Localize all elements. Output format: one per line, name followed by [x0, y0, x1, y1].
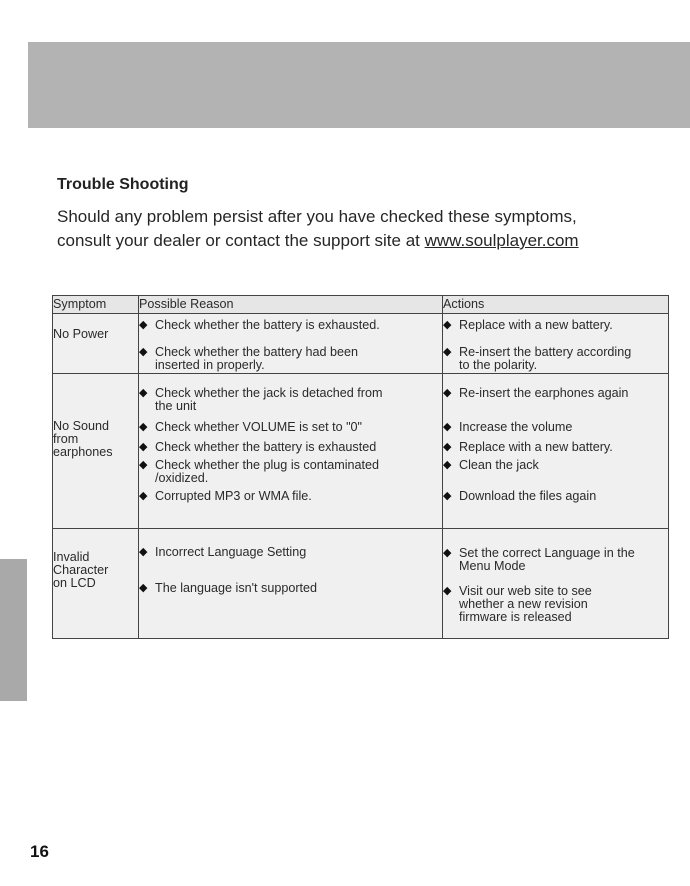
reason-item: ◆ Incorrect Language Setting	[139, 546, 442, 559]
header-possible-reason: Possible Reason	[139, 296, 443, 314]
action-item: ◆ Set the correct Language in the Menu Mode	[443, 547, 668, 573]
header-symptom: Symptom	[53, 296, 139, 314]
action-cell	[443, 374, 669, 529]
reason-cell	[139, 374, 443, 529]
action-item: ◆ Visit our web site to see whether a new revision firmware is released	[443, 585, 668, 624]
intro-line-1: Should any problem persist after you have checked these symptoms,	[57, 207, 577, 226]
symptom-text: Invalid	[53, 550, 90, 564]
reason-cell	[139, 314, 443, 374]
reason-item: ◆ Corrupted MP3 or WMA file.	[139, 490, 442, 503]
header-actions: Actions	[443, 296, 669, 314]
symptom-text: from	[53, 432, 79, 446]
page-title: Trouble Shooting	[57, 176, 189, 193]
reason-item: ◆ Check whether the battery is exhausted.	[139, 319, 442, 332]
page-number: 16	[30, 842, 49, 861]
action-cell	[443, 529, 669, 639]
action-item: ◆ Replace with a new battery.	[443, 441, 668, 454]
reason-item: ◆ Check whether VOLUME is set to "0"	[139, 421, 442, 434]
symptom-text: earphones	[53, 445, 113, 459]
action-item: ◆ Re-insert the earphones again	[443, 387, 668, 400]
intro-line-2	[57, 229, 657, 253]
intro-paragraph	[57, 205, 657, 253]
reason-item: ◆ Check whether the plug is contaminated /oxidized.	[139, 459, 442, 485]
support-site-link[interactable]: www.soulplayer.com	[424, 231, 579, 250]
symptom-text: on LCD	[53, 576, 96, 590]
symptom-text: Character	[53, 563, 109, 577]
action-item: ◆ Increase the volume	[443, 421, 668, 434]
action-item: ◆ Clean the jack	[443, 459, 668, 472]
symptom-cell	[53, 314, 139, 374]
reason-item: ◆ Check whether the battery is exhausted	[139, 441, 442, 454]
action-item: ◆ Replace with a new battery.	[443, 319, 668, 332]
action-cell	[443, 314, 669, 374]
symptom-text: No Power	[53, 327, 109, 341]
table-row-no-power	[53, 314, 669, 374]
action-item: ◆ Download the files again	[443, 490, 668, 503]
table-header-row	[53, 296, 669, 314]
header-band	[28, 42, 690, 128]
table-row-no-sound	[53, 374, 669, 529]
symptom-text: No Sound	[53, 419, 110, 433]
reason-item: ◆ The language isn't supported	[139, 582, 442, 595]
side-tab-marker	[0, 559, 27, 701]
reason-item: ◆ Check whether the jack is detached from the unit	[139, 387, 442, 413]
table-row-invalid-character	[53, 529, 669, 639]
intro-line-2-text: consult your dealer or contact the support site at	[57, 231, 425, 250]
reason-cell	[139, 529, 443, 639]
action-item: ◆ Re-insert the battery according to the polarity.	[443, 346, 668, 372]
troubleshooting-table	[52, 295, 669, 639]
reason-item: ◆ Check whether the battery had been inserted in properly.	[139, 346, 442, 372]
symptom-cell	[53, 374, 139, 529]
symptom-cell	[53, 529, 139, 639]
